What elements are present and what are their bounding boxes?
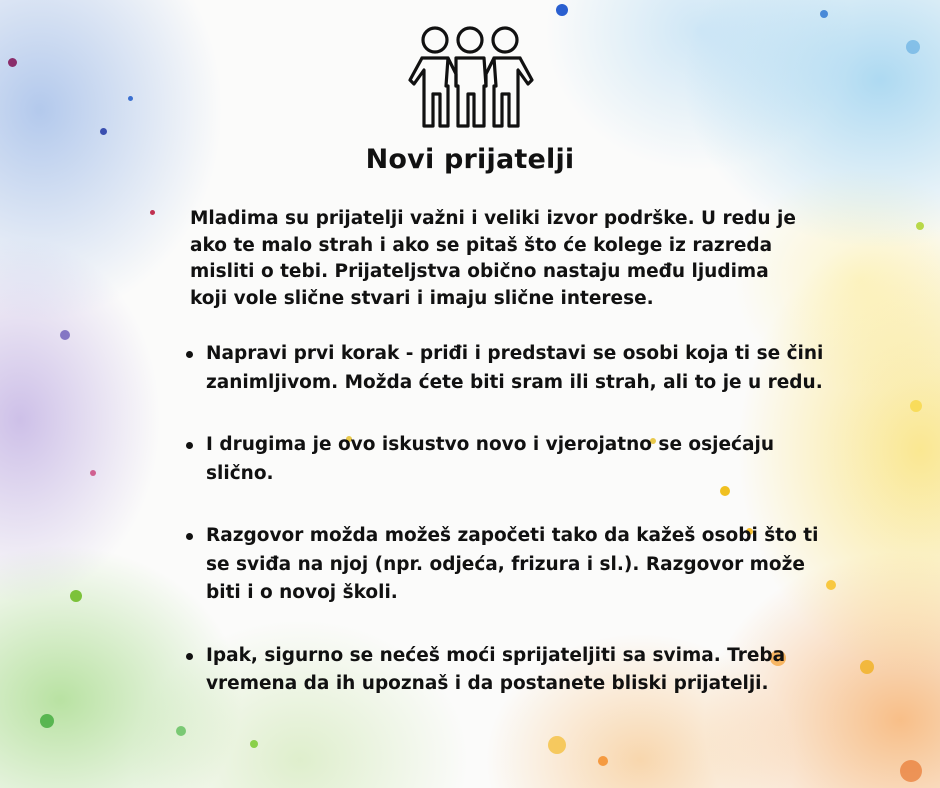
- bullet-dot-icon: [186, 351, 193, 358]
- paint-speck: [910, 400, 922, 412]
- paint-speck: [826, 580, 836, 590]
- paint-speck: [100, 128, 107, 135]
- paint-speck: [900, 760, 922, 782]
- list-item-text: Napravi prvi korak - priđi i predstavi se osobi koja ti se čini zanimljivom. Možda ćete biti sram ili strah, ali to je u redu.: [206, 343, 824, 393]
- paint-speck: [70, 590, 82, 602]
- paint-speck: [598, 756, 608, 766]
- paint-speck: [8, 58, 17, 67]
- paint-speck: [128, 96, 133, 101]
- paint-speck: [250, 740, 258, 748]
- paint-speck: [916, 222, 924, 230]
- list-item-text: Razgovor možda možeš započeti tako da kažeš osobi što ti se sviđa na njoj (npr. odjeća, frizura i sl.). Razgovor može biti i o novoj školi.: [206, 525, 819, 603]
- paint-speck: [548, 736, 566, 754]
- paint-speck: [60, 330, 70, 340]
- list-item-text: Ipak, sigurno se nećeš moći sprijateljiti sa svima. Treba vremena da ih upoznaš i da postanete bliski prijatelji.: [206, 644, 786, 694]
- intro-paragraph: Mladima su prijatelji važni i veliki izvor podrške. U redu je ako te malo strah i ako se pitaš što će kolege iz razreda misliti o tebi. Prijateljstva obično nastaju među ljudima koji vole slične stvari i imaju slične interese.: [190, 208, 796, 309]
- list-item: [186, 340, 826, 397]
- list-item-text: I drugima je ovo iskustvo novo i vjerojatno se osjećaju slično.: [206, 434, 774, 484]
- tips-list: [186, 340, 826, 699]
- paint-speck: [860, 660, 874, 674]
- paint-speck: [906, 40, 920, 54]
- paint-speck: [90, 470, 96, 476]
- paint-speck: [556, 4, 568, 16]
- bullet-dot-icon: [186, 442, 193, 449]
- list-item: [186, 642, 826, 699]
- paint-speck: [150, 210, 155, 215]
- bullet-dot-icon: [186, 653, 193, 660]
- bullet-dot-icon: [186, 533, 193, 540]
- paint-speck: [40, 714, 54, 728]
- paint-speck: [820, 10, 828, 18]
- three-people-icon: [404, 26, 538, 130]
- list-item: [186, 522, 826, 608]
- page-title: Novi prijatelji: [365, 144, 575, 175]
- paint-speck: [176, 726, 186, 736]
- list-item: [186, 431, 826, 488]
